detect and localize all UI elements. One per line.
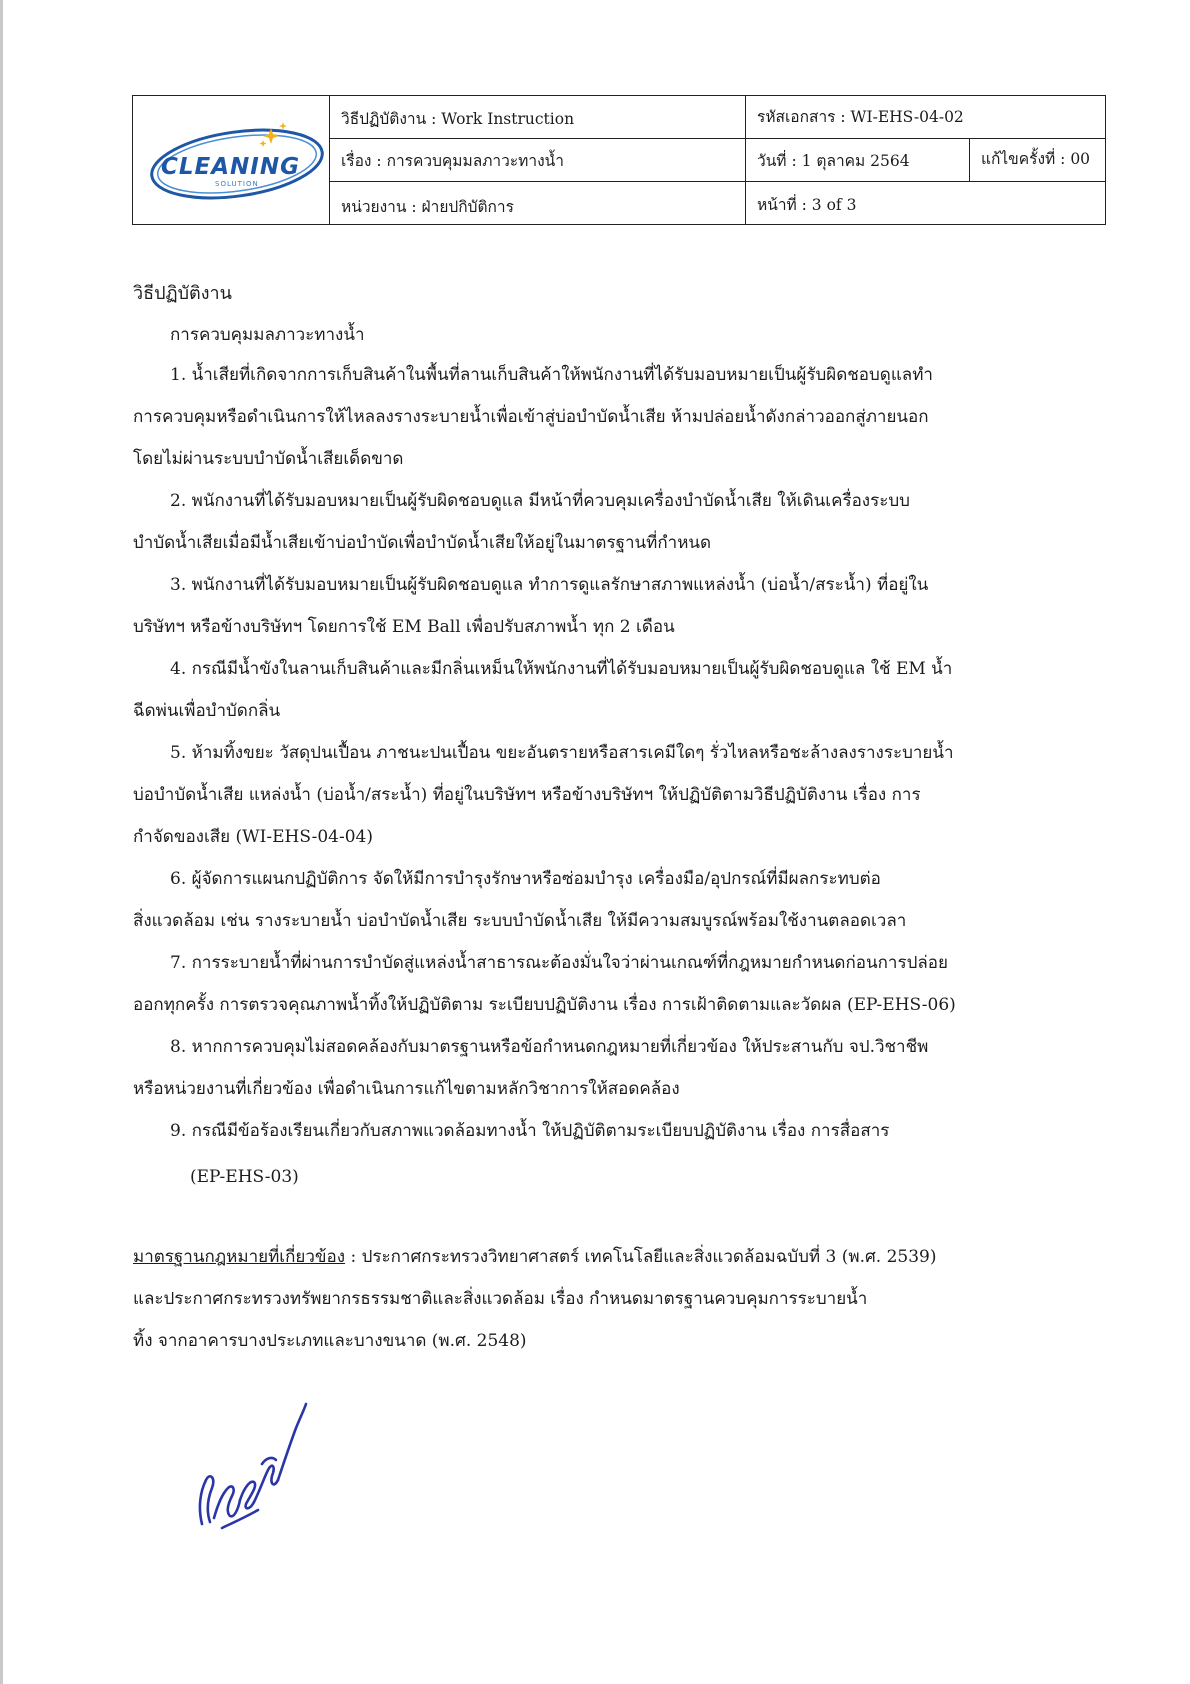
legal-reference-line: และประกาศกระทรวงทรัพยากรธรรมชาติและสิ่งแวดล้อม เรื่อง กำหนดมาตรฐานควบคุมการระบายน้ำ xyxy=(133,1289,868,1309)
body-line: สิ่งแวดล้อม เช่น รางระบายน้ำ บ่อบำบัดน้ำเสีย ระบบบำบัดน้ำเสีย ให้มีความสมบูรณ์พร้อมใช้งานตลอดเวลา xyxy=(133,911,907,931)
body-line: 3. พนักงานที่ได้รับมอบหมายเป็นผู้รับผิดชอบดูแล ทำการดูแลรักษาสภาพแหล่งน้ำ (บ่อน้ำ/สระน้ำ) ที่อยู่ใน xyxy=(170,575,929,595)
doc-subject: เรื่อง : การควบคุมมลภาวะทางน้ำ xyxy=(341,152,564,170)
doc-page-number: หน้าที่ : 3 of 3 xyxy=(757,196,857,214)
legal-reference-label: มาตรฐานกฎหมายที่เกี่ยวข้อง xyxy=(133,1247,346,1267)
body-line: หรือหน่วยงานที่เกี่ยวข้อง เพื่อดำเนินการแก้ไขตามหลักวิชาการให้สอดคล้อง xyxy=(133,1079,680,1099)
doc-department: หน่วยงาน : ฝ่ายปกิบัติการ xyxy=(341,198,514,216)
doc-date: วันที่ : 1 ตุลาคม 2564 xyxy=(757,152,910,170)
document-header-table xyxy=(132,95,1106,225)
handwritten-signature xyxy=(192,1400,310,1540)
body-line: ออกทุกครั้ง การตรวจคุณภาพน้ำทิ้งให้ปฏิบัติตาม ระเบียบปฏิบัติงาน เรื่อง การเฝ้าติดตามและวัดผล (EP-EHS-06) xyxy=(133,995,956,1015)
legal-reference-text: : ประกาศกระทรวงวิทยาศาสตร์ เทคโนโลยีและสิ่งแวดล้อมฉบับที่ 3 (พ.ศ. 2539) xyxy=(345,1247,937,1267)
legal-reference-line: ทิ้ง จากอาคารบางประเภทและบางขนาด (พ.ศ. 2548) xyxy=(133,1331,527,1351)
doc-revision: แก้ไขครั้งที่ : 00 xyxy=(981,150,1091,168)
body-line: 4. กรณีมีน้ำขังในลานเก็บสินค้าและมีกลิ่นเหม็นให้พนักงานที่ได้รับมอบหมายเป็นผู้รับผิดชอบดูแล ใช้ EM น้ำ xyxy=(170,659,953,679)
body-line: 9. กรณีมีข้อร้องเรียนเกี่ยวกับสภาพแวดล้อมทางน้ำ ให้ปฏิบัติตามระเบียบปฏิบัติงาน เรื่อง การสื่อสาร xyxy=(170,1121,890,1141)
logo-subtext: SOLUTION xyxy=(215,180,259,188)
body-line: 1. น้ำเสียที่เกิดจากการเก็บสินค้าในพื้นที่ลานเก็บสินค้าให้พนักงานที่ได้รับมอบหมายเป็นผู้รับผิดชอบดูแลทำ xyxy=(170,365,933,385)
body-line: บริษัทฯ หรือข้างบริษัทฯ โดยการใช้ EM Ball เพื่อปรับสภาพน้ำ ทุก 2 เดือน xyxy=(133,617,675,637)
body-line: (EP-EHS-03) xyxy=(190,1167,299,1187)
doc-code: รหัสเอกสาร : WI-EHS-04-02 xyxy=(757,108,964,126)
body-line: 7. การระบายน้ำที่ผ่านการบำบัดสู่แหล่งน้ำสาธารณะต้องมั่นใจว่าผ่านเกณฑ์ที่กฎหมายกำหนดก่อนการปล่อย xyxy=(170,953,948,973)
body-line: 5. ห้ามทิ้งขยะ วัสดุปนเปื้อน ภาชนะปนเปื้อน ขยะอันตรายหรือสารเคมีใดๆ รั่วไหลหรือชะล้างลงรางระบายน้ำ xyxy=(170,743,954,763)
body-line: 8. หากการควบคุมไม่สอดคล้องกับมาตรฐานหรือข้อกำหนดกฎหมายที่เกี่ยวข้อง ให้ประสานกับ จป.วิชาชีพ xyxy=(170,1037,929,1057)
body-line: บ่อบำบัดน้ำเสีย แหล่งน้ำ (บ่อน้ำ/สระน้ำ) ที่อยู่ในบริษัทฯ หรือข้างบริษัทฯ ให้ปฏิบัติตามวิธีปฏิบัติงาน เรื่อง การ xyxy=(133,785,921,805)
body-line: บำบัดน้ำเสียเมื่อมีน้ำเสียเข้าบ่อบำบัดเพื่อบำบัดน้ำเสียให้อยู่ในมาตรฐานที่กำหนด xyxy=(133,533,712,553)
body-line: 6. ผู้จัดการแผนกปฏิบัติการ จัดให้มีการบำรุงรักษาหรือซ่อมบำรุง เครื่องมือ/อุปกรณ์ที่มีผลกระทบต่อ xyxy=(170,869,881,889)
body-line: โดยไม่ผ่านระบบบำบัดน้ำเสียเด็ดขาด xyxy=(133,449,404,469)
doc-type: วิธีปฏิบัติงาน : Work Instruction xyxy=(341,110,575,128)
legal-reference-line xyxy=(133,1246,937,1268)
body-line: กำจัดของเสีย (WI-EHS-04-04) xyxy=(133,827,373,847)
section-subtitle: การควบคุมมลภาวะทางน้ำ xyxy=(170,325,365,345)
body-line: ฉีดพ่นเพื่อบำบัดกลิ่น xyxy=(133,701,281,721)
body-line: การควบคุมหรือดำเนินการให้ไหลลงรางระบายน้ำเพื่อเข้าสู่บ่อบำบัดน้ำเสีย ห้ามปล่อยน้ำดังกล่าวออกสู่ภายนอก xyxy=(133,407,929,427)
section-title: วิธีปฏิบัติงาน xyxy=(133,283,232,304)
logo-wordmark: CLEANING xyxy=(161,154,300,180)
body-line: 2. พนักงานที่ได้รับมอบหมายเป็นผู้รับผิดชอบดูแล มีหน้าที่ควบคุมเครื่องบำบัดน้ำเสีย ให้เดินเครื่องระบบ xyxy=(170,491,910,511)
scan-edge xyxy=(0,0,3,1684)
